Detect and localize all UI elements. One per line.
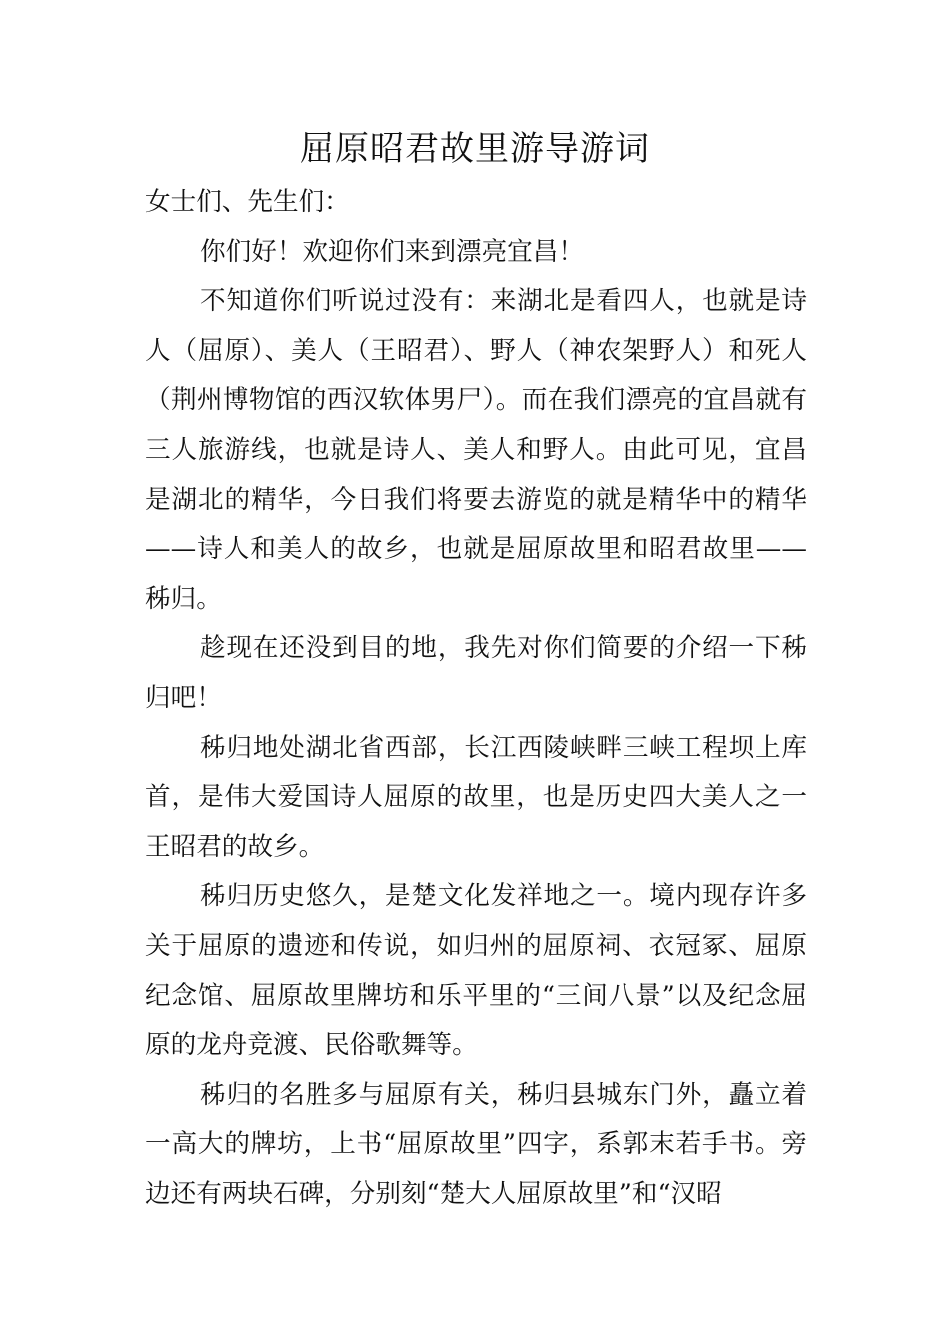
document-body <box>145 178 807 1219</box>
body-paragraph: 不知道你们听说过没有：来湖北是看四人，也就是诗人（屈原）、美人（王昭君）、野人（神农架野人）和死人（荆州博物馆的西汉软体男尸）。而在我们漂亮的宜昌就有三人旅游线，也就是诗人、美人和野人。由此可见，宜昌是湖北的精华，今日我们将要去游览的就是精华中的精华——诗人和美人的故乡，也就是屈原故里和昭君故里——秭归。 <box>145 286 807 614</box>
salutation-paragraph: 女士们、先生们： <box>145 187 350 217</box>
document-title: 屈原昭君故里游导游词 <box>300 129 650 169</box>
body-paragraph: 秭归历史悠久，是楚文化发祥地之一。境内现存许多关于屈原的遗迹和传说，如归州的屈原祠、衣冠冢、屈原纪念馆、屈原故里牌坊和乐平里的“三间八景”以及纪念屈原的龙舟竞渡、民俗歌舞等。 <box>145 881 807 1061</box>
body-paragraph: 秭归地处湖北省西部，长江西陵峡畔三峡工程坝上库首，是伟大爱国诗人屈原的故里，也是历史四大美人之一王昭君的故乡。 <box>145 732 807 862</box>
body-paragraph: 趁现在还没到目的地，我先对你们简要的介绍一下秭归吧！ <box>145 633 807 713</box>
body-paragraph: 秭归的名胜多与屈原有关，秭归县城东门外，矗立着一高大的牌坊，上书“屈原故里”四字，系郭末若手书。旁边还有两块石碑，分别刻“楚大人屈原故里”和“汉昭 <box>145 1079 807 1209</box>
greeting-paragraph: 你们好！欢迎你们来到漂亮宜昌！ <box>200 236 584 267</box>
